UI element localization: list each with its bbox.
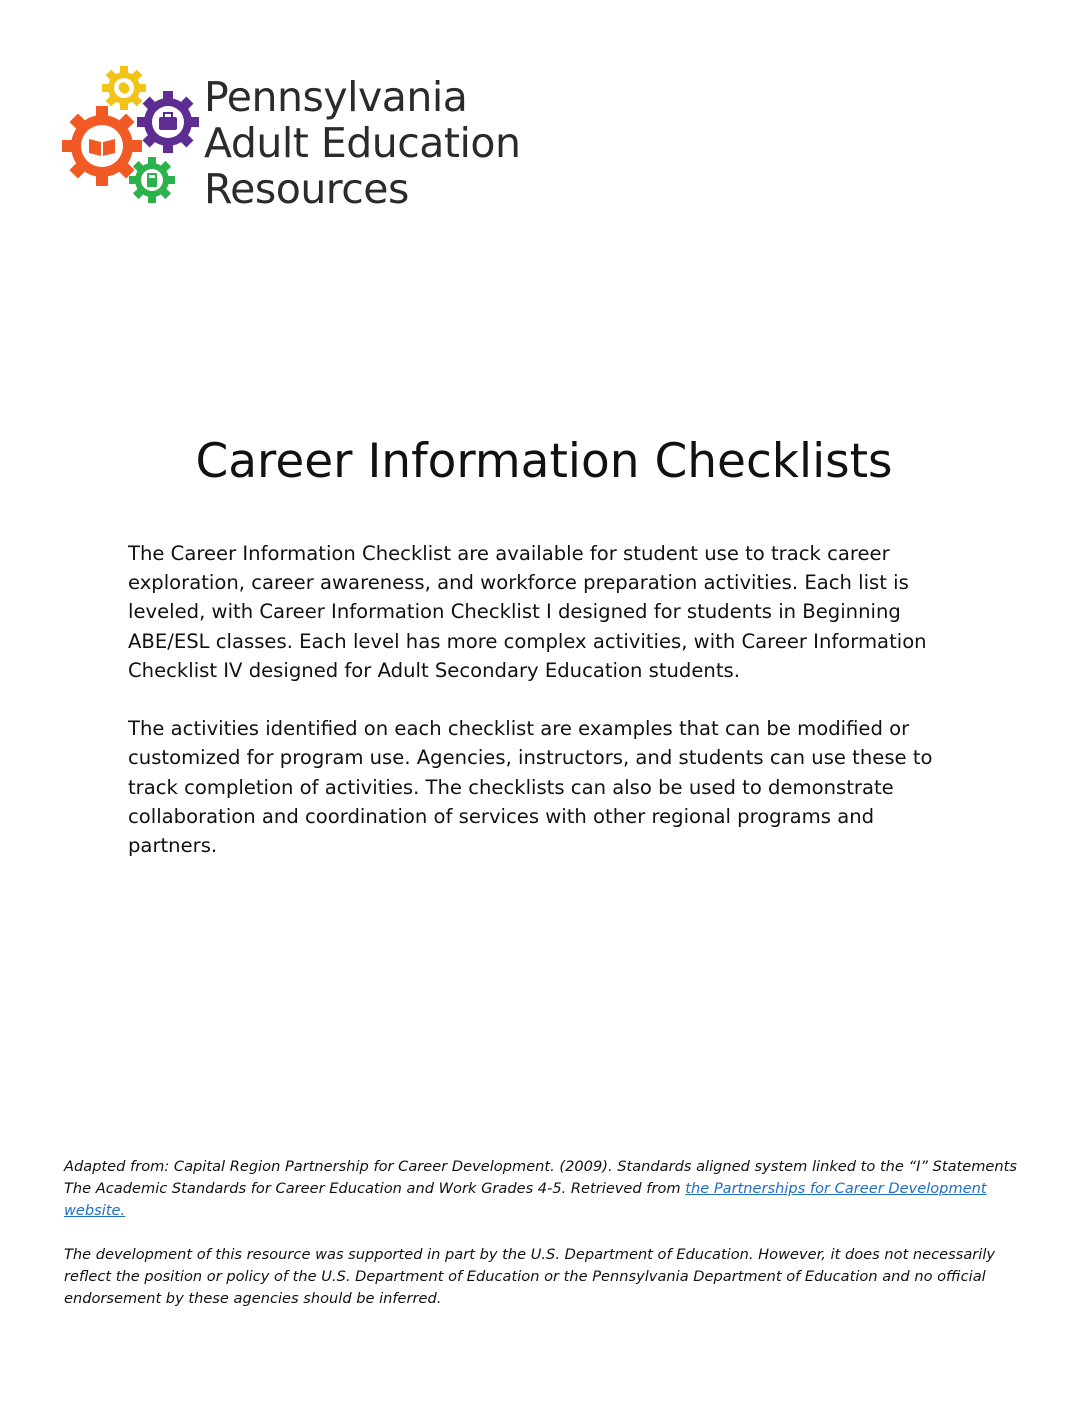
logo-line-1: Pennsylvania xyxy=(204,73,468,121)
yellow-gear-icon xyxy=(102,66,146,110)
orange-gear-icon xyxy=(62,106,142,186)
page-title: Career Information Checklists xyxy=(195,434,893,489)
partnerships-website-link[interactable]: the Partnerships for Career Development website. xyxy=(64,1180,987,1219)
citation-note xyxy=(64,1156,1034,1222)
funding-disclaimer: The development of this resource was supported in part by the U.S. Department of Education. However, it does not necessarily reflect the position or policy of the U.S. Department of Education or the Pennsylvania Department of Education and no official endorsement by these agencies should be inferred. xyxy=(64,1246,996,1307)
logo-line-2: Adult Education xyxy=(204,119,521,167)
gears-logo-icon xyxy=(62,62,212,212)
body-content xyxy=(128,539,958,889)
footer-notes xyxy=(64,1156,1034,1332)
logo-wordmark xyxy=(204,74,520,212)
body-paragraph: The Career Information Checklist are available for student use to track career exploration, career awareness, and workforce preparation activities. Each list is leveled, with Career Information Checklist I designed for students in Beginning ABE/ESL classes. Each level has more complex activities, with Career Information Checklist IV designed for Adult Secondary Education students. xyxy=(128,542,927,682)
logo-line-3: Resources xyxy=(204,165,409,213)
green-gear-icon xyxy=(129,157,175,203)
citation-text: Adapted from: Capital Region Partnership for Career Development. (2009). Standards aligned system linked to the “I” Statements The Academic Standards for Career Education and Work Grades 4-5. Retrieved from xyxy=(64,1158,1017,1197)
body-paragraph: The activities identified on each checklist are examples that can be modified or customized for program use. Agencies, instructors, and students can use these to track completion of activities. The checklists can also be used to demonstrate collaboration and coordination of services with other regional programs and partners. xyxy=(128,717,933,858)
purple-gear-icon xyxy=(137,91,199,153)
pa-adult-ed-logo xyxy=(62,62,542,212)
